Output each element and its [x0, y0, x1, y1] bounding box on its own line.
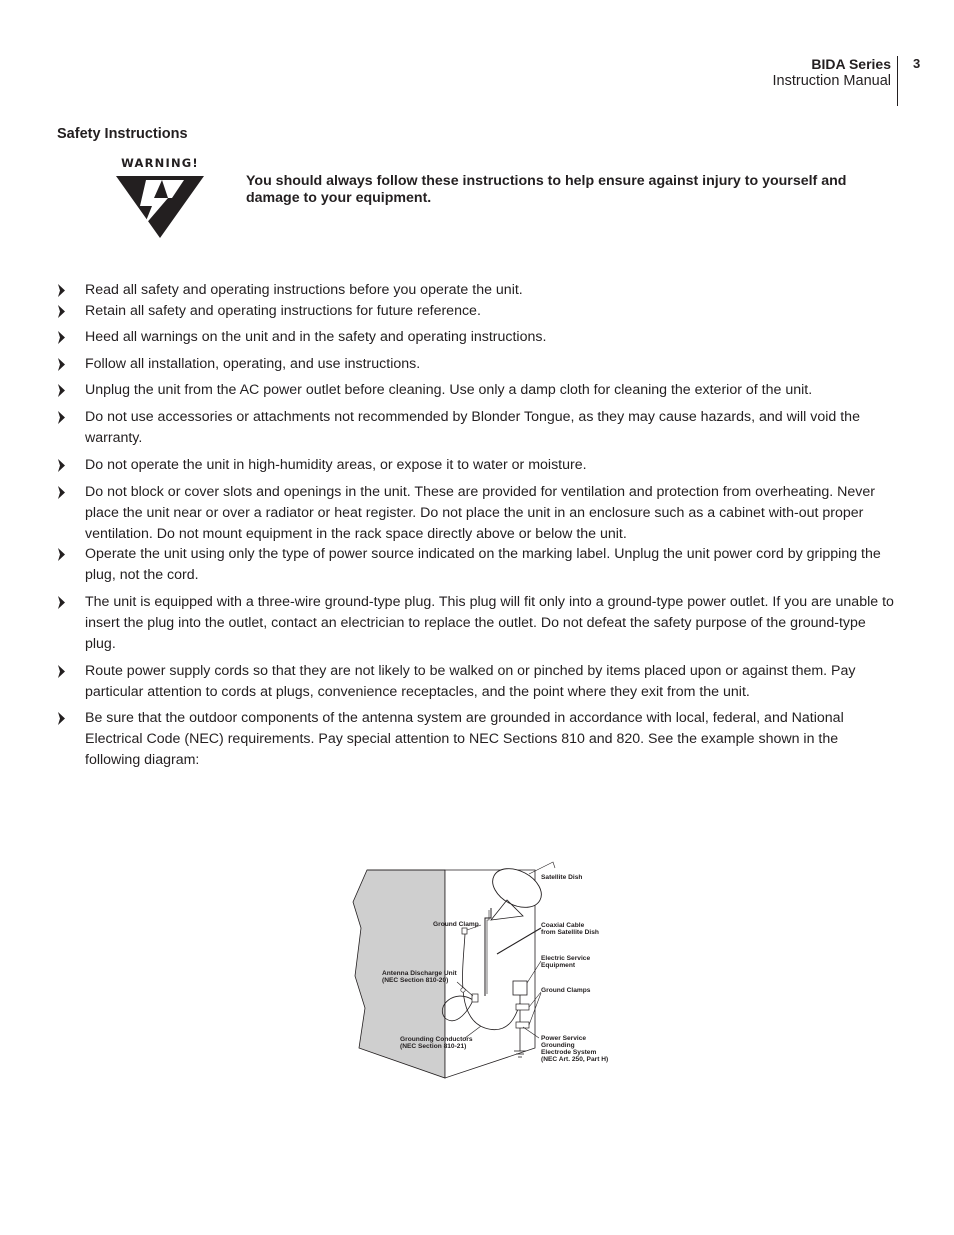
- bullet-icon: [56, 486, 66, 499]
- warning-icon: [110, 154, 210, 242]
- warning-text: You should always follow these instructions to help ensure against injury to yourself and damage to your equipment.: [246, 173, 847, 206]
- label-coaxial-cable-2: from Satellite Dish: [541, 929, 599, 936]
- list-item-text: Follow all installation, operating, and use instructions.: [85, 356, 421, 372]
- label-power-service-1: Power Service: [541, 1035, 587, 1042]
- header-divider: [897, 56, 898, 106]
- label-grounding-conductors-2: (NEC Section 810-21): [400, 1043, 467, 1050]
- label-antenna-discharge-1: Antenna Discharge Unit: [382, 970, 457, 977]
- ground-clamp-icon: [462, 928, 467, 934]
- bullet-icon: [56, 331, 66, 344]
- label-electric-service-1: Electric Service: [541, 955, 591, 962]
- label-ground-clamps: Ground Clamps: [541, 987, 591, 994]
- ground-clamps-icon: [516, 1004, 529, 1010]
- label-coaxial-cable-1: Coaxial Cable: [541, 922, 585, 929]
- warning-icon-label: WARNING!: [121, 156, 199, 170]
- list-item-text: Operate the unit using only the type of power source indicated on the marking label. Unplug the unit power cord by gripping the plug, not the cord.: [85, 546, 881, 583]
- label-grounding-conductors-1: Grounding Conductors: [400, 1036, 473, 1043]
- label-power-service-2: Grounding: [541, 1042, 575, 1049]
- label-electric-service-2: Equipment: [541, 962, 576, 969]
- label-power-service-3: Electrode System: [541, 1049, 597, 1056]
- bullet-icon: [56, 384, 66, 397]
- list-item-text: Heed all warnings on the unit and in the safety and operating instructions.: [85, 329, 547, 345]
- list-item-text: Unplug the unit from the AC power outlet before cleaning. Use only a damp cloth for cleaning the exterior of the unit.: [85, 382, 813, 398]
- list-item-text: Route power supply cords so that they are not likely to be walked on or pinched by items placed upon or against them. Pay particular attention to cords at plugs, convenience receptacles, and the point where they exit from the unit.: [85, 663, 856, 700]
- bullet-icon: [56, 548, 66, 561]
- list-item-text: Do not operate the unit in high-humidity areas, or expose it to water or moisture.: [85, 457, 587, 473]
- label-satellite-dish: Satellite Dish: [541, 874, 583, 881]
- electric-service-equipment-icon: [513, 981, 527, 995]
- list-item-text: Retain all safety and operating instructions for future reference.: [85, 303, 481, 319]
- bullet-icon: [56, 305, 66, 318]
- header-manual-title: Instruction Manual: [772, 73, 891, 89]
- label-power-service-4: (NEC Art. 250, Part H): [541, 1056, 609, 1063]
- header-series: BIDA Series: [811, 56, 891, 72]
- list-item-text: Do not use accessories or attachments not recommended by Blonder Tongue, as they may cause hazards, and will void the warranty.: [85, 409, 860, 446]
- label-ground-clamp: Ground Clamp: [433, 921, 479, 928]
- bullet-icon: [56, 712, 66, 725]
- section-title: Safety Instructions: [57, 126, 188, 142]
- bullet-icon: [56, 596, 66, 609]
- grounding-diagram: [345, 858, 635, 1080]
- label-antenna-discharge-2: (NEC Section 810-20): [382, 977, 449, 984]
- list-item-text: Read all safety and operating instructions before you operate the unit.: [85, 282, 523, 298]
- bullet-icon: [56, 665, 66, 678]
- list-item-text: The unit is equipped with a three-wire ground-type plug. This plug will fit only into a ground-type power outlet. If you are unable to insert the plug into the outlet, contact an electrician to replace the outlet. Do not defeat the safety purpose of the ground-type plug.: [85, 594, 894, 652]
- list-item-text: Be sure that the outdoor components of the antenna system are grounded in accordance with local, federal, and National Electrical Code (NEC) requirements. Pay special attention to NEC Sections 810 and 820. See the example shown in the following diagram:: [85, 710, 844, 768]
- page-number: 3: [913, 56, 921, 71]
- bullet-icon: [56, 284, 66, 297]
- list-item-text: Do not block or cover slots and openings in the unit. These are provided for ventilation and protection from overheating. Never place the unit near or over a radiator or heat register. Do not place the unit in an enclosure such as a cabinet with-out proper ventilation. Do not mount equipment in the rack space directly above or below the unit.: [85, 484, 875, 542]
- bullet-icon: [56, 411, 66, 424]
- bullet-icon: [56, 459, 66, 472]
- bullet-icon: [56, 358, 66, 371]
- antenna-discharge-unit-icon: [472, 994, 478, 1002]
